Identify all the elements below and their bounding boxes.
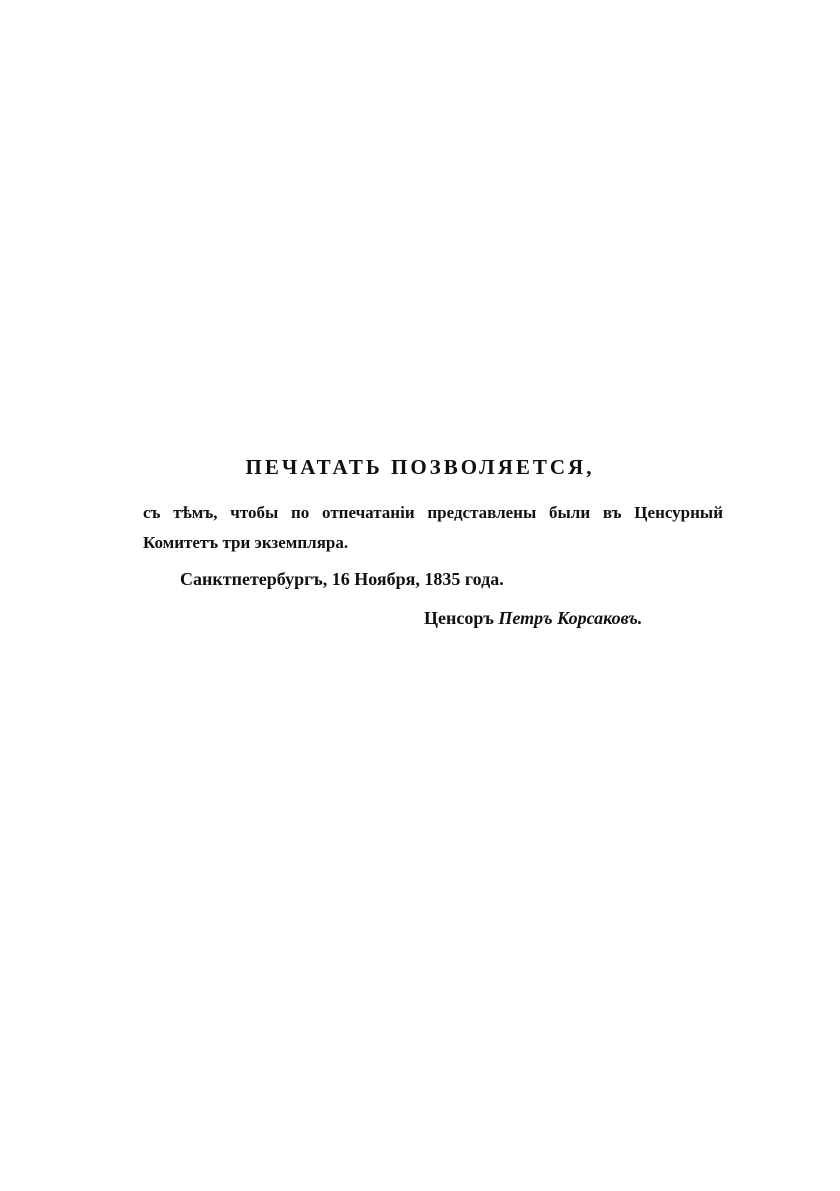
censor-title: Ценсоръ	[424, 608, 494, 628]
place-date-line: Санктпетербургъ, 16 Ноября, 1835 года.	[180, 569, 504, 589]
imprimatur-heading: ПЕЧАТАТЬ ПОЗВОЛЯЕТСЯ,	[245, 455, 595, 479]
censor-signature-line	[424, 606, 642, 630]
censor-name: Петръ Корсаковъ.	[498, 608, 643, 628]
censorship-condition-paragraph: съ тѣмъ, чтобы по отпечатаніи представлены были въ Ценсурный Комитетъ три экземпляра.	[143, 503, 723, 552]
